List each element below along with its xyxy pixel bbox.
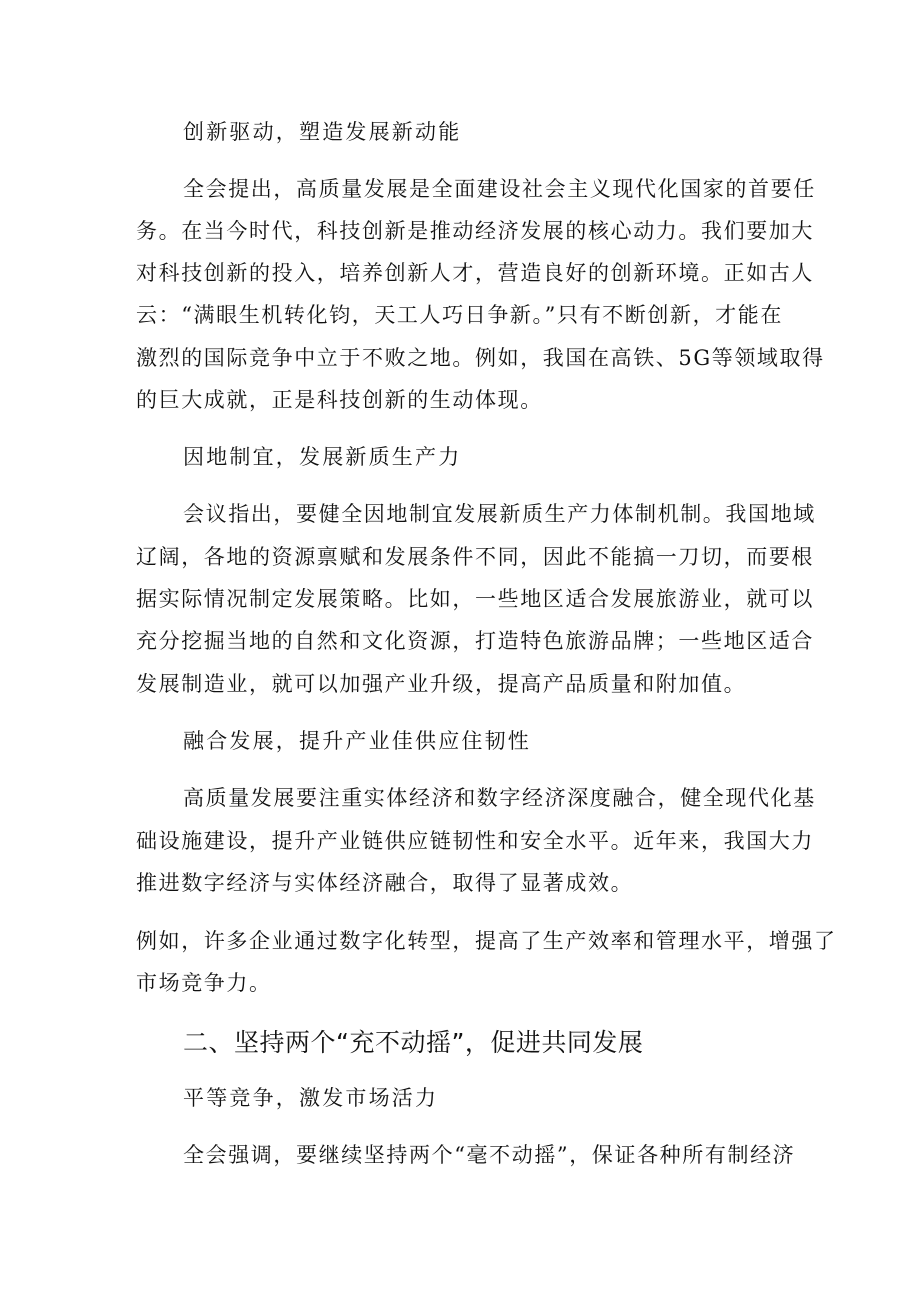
text-line: 市场竞争力。: [136, 971, 272, 995]
text-line: 全会强调，要继续坚持两个“毫不动摇”，保证各种所有制经济: [183, 1143, 796, 1167]
subheading-fair-competition: 平等竞争，激发市场活力: [183, 1086, 439, 1110]
text-line: 会议指出，要健全因地制宜发展新质生产力体制机制。我国地域: [183, 502, 816, 526]
subheading-integration: 融合发展，提升产业佳供应住韧性: [183, 729, 531, 753]
subheading-local-conditions: 因地制宜，发展新质生产力: [183, 445, 462, 469]
text-line: 发展制造业，就可以加强产业升级，提高产品质量和附加值。: [136, 672, 747, 696]
subheading-innovation: 创新驱动，塑造发展新动能: [183, 120, 462, 144]
text-line: 对科技创新的投入，培养创新人才，营造良好的创新环境。正如古人: [136, 261, 814, 285]
text-line: 全会提出，高质量发展是全面建设社会主义现代化国家的首要任: [183, 177, 816, 201]
text-line: 云：“满眼生机转化钧，天工人巧日争新。”只有不断创新，才能在: [136, 303, 783, 327]
text-line: 例如，许多企业通过数字化转型，提高了生产效率和管理水平，增强了: [136, 929, 837, 953]
text-line: 辽阔，各地的资源禀赋和发展条件不同，因此不能搞一刀切，而要根: [136, 545, 814, 569]
text-line: 的巨大成就，正是科技创新的生动体现。: [136, 388, 543, 412]
text-line: 推进数字经济与实体经济融合，取得了显著成效。: [136, 871, 634, 895]
text-line: 充分挖掘当地的自然和文化资源，打造特色旅游品牌；一些地区适合: [136, 629, 814, 653]
text-line: 务。在当今时代，科技创新是推动经济发展的核心动力。我们要加大: [136, 219, 814, 243]
text-line: 础设施建设，提升产业链供应链韧性和安全水平。近年来，我国大力: [136, 829, 814, 853]
text-line: 据实际情况制定发展策略。比如，一些地区适合发展旅游业，就可以: [136, 587, 814, 611]
section-heading: 二、坚持两个“充不动摇”，促进共同发展: [183, 1028, 644, 1057]
text-line: 激烈的国际竞争中立于不败之地。例如，我国在高铁、5G等领域取得: [136, 346, 825, 370]
text-line: 高质量发展要注重实体经济和数字经济深度融合，健全现代化基: [183, 786, 816, 810]
